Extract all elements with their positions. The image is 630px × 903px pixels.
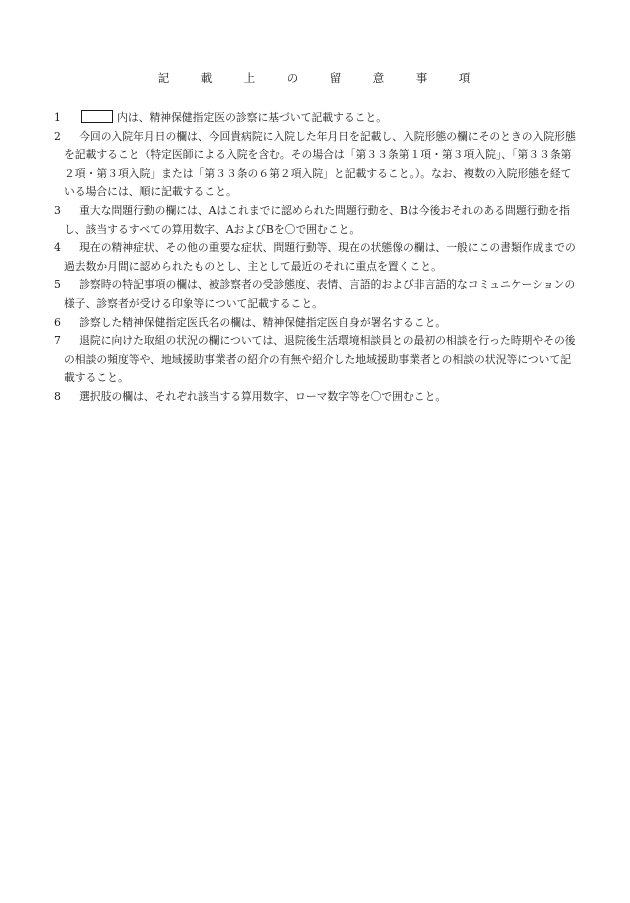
note-item-2 [56,128,580,202]
note-number: 2 [54,129,61,143]
note-text: 内は、精神保健指定医の診察に基づいて記載すること。 [64,109,580,128]
note-item-3 [56,202,580,239]
notes-list [56,109,580,407]
note-number: 3 [54,203,61,217]
note-number: 8 [54,389,61,403]
note-number: 1 [54,111,61,124]
note-item-5 [56,276,580,313]
note-text: 今回の入院年月日の欄は、今回貴病院に入院した年月日を記載し、入院形態の欄にそのときの入院形態を記載すること（特定医師による入院を含む。その場合は「第３３条第１項・第３項入院」、「第３３条第２項・第３項入院」または「第３３条の６第２項入院」と記載すること。）。なお、複数の入院形態を経ている場合には、順に記載すること。 [64,129,576,199]
note-text: 重大な問題行動の欄には、Aはこれまでに認められた問題行動を、Bは今後おそれのある問題行動を指し、該当するすべての算用数字、AおよびBを〇で囲むこと。 [64,203,570,236]
document-title: 記 載 上 の 留 意 事 項 [157,71,481,85]
note-number: 7 [54,334,61,348]
note-text: 診察時の特記事項の欄は、被診察者の受診態度、表情、言語的および非言語的なコミュニケーションの様子、診察者が受ける印象等について記載すること。 [64,278,576,310]
box-mark-icon [81,110,113,123]
note-item-6 [56,314,580,333]
note-item-1 [56,109,580,128]
note-number: 6 [54,315,61,329]
note-item-4 [56,239,580,276]
note-number: 5 [54,278,61,292]
note-item-7 [56,332,580,388]
note-text: 現在の精神症状、その他の重要な症状、問題行動等、現在の状態像の欄は、一般にこの書類作成までの過去数か月間に認められたものとし、主として最近のそれに重点を置くこと。 [64,241,576,273]
note-text: 退院に向けた取組の状況の欄については、退院後生活環境相談員との最初の相談を行った時期やその後の相談の頻度等や、地域援助事業者の紹介の有無や紹介した地域援助事業者との相談の状況等について記載すること。 [64,334,576,385]
note-number: 4 [54,241,61,255]
note-text: 診察した精神保健指定医氏名の欄は、精神保健指定医自身が署名すること。 [79,315,447,329]
note-item-8 [56,388,580,407]
note-text: 選択肢の欄は、それぞれ該当する算用数字、ローマ数字等を〇で囲むこと。 [79,389,447,403]
